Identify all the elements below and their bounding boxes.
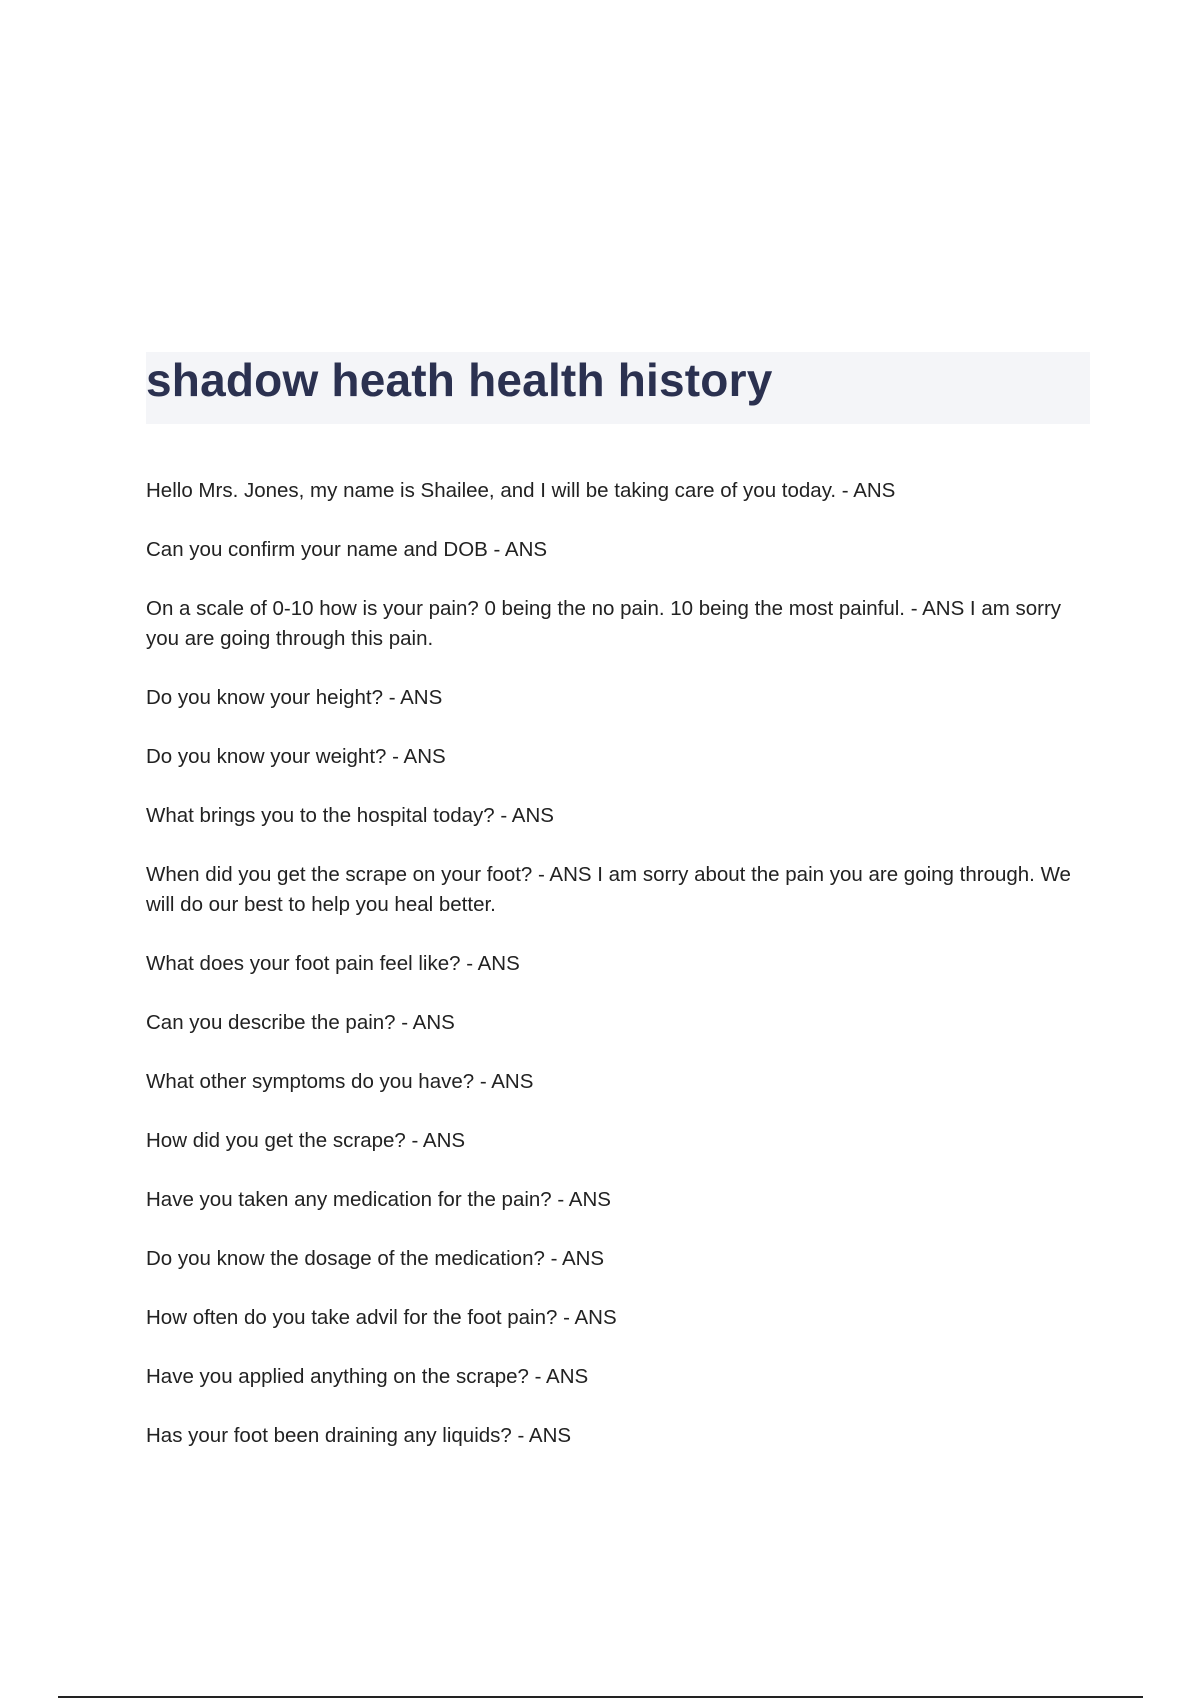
question-item: Do you know your weight? - ANS xyxy=(146,745,446,768)
footer-divider xyxy=(58,1696,1143,1698)
question-item: How often do you take advil for the foot pain? - ANS xyxy=(146,1306,617,1329)
question-list xyxy=(146,476,1096,1480)
question-item: Hello Mrs. Jones, my name is Shailee, and I will be taking care of you today. - ANS xyxy=(146,479,896,502)
question-item: Has your foot been draining any liquids? - ANS xyxy=(146,1424,572,1447)
question-item: On a scale of 0-10 how is your pain? 0 being the no pain. 10 being the most painful. - ANS I am sorry you are going through this pain. xyxy=(146,597,1062,650)
question-item: What brings you to the hospital today? - ANS xyxy=(146,804,554,827)
question-item: When did you get the scrape on your foot? - ANS I am sorry about the pain you are going through. We will do our best to help you heal better. xyxy=(146,863,1071,916)
document-title: shadow heath health history xyxy=(146,354,773,406)
question-item: What other symptoms do you have? - ANS xyxy=(146,1070,534,1093)
question-item: Have you taken any medication for the pain? - ANS xyxy=(146,1188,611,1211)
question-item: Do you know your height? - ANS xyxy=(146,686,443,709)
question-item: Can you describe the pain? - ANS xyxy=(146,1011,455,1034)
question-item: Have you applied anything on the scrape? - ANS xyxy=(146,1365,589,1388)
question-item: What does your foot pain feel like? - ANS xyxy=(146,952,520,975)
question-item: How did you get the scrape? - ANS xyxy=(146,1129,466,1152)
question-item: Do you know the dosage of the medication? - ANS xyxy=(146,1247,605,1270)
question-item: Can you confirm your name and DOB - ANS xyxy=(146,538,548,561)
